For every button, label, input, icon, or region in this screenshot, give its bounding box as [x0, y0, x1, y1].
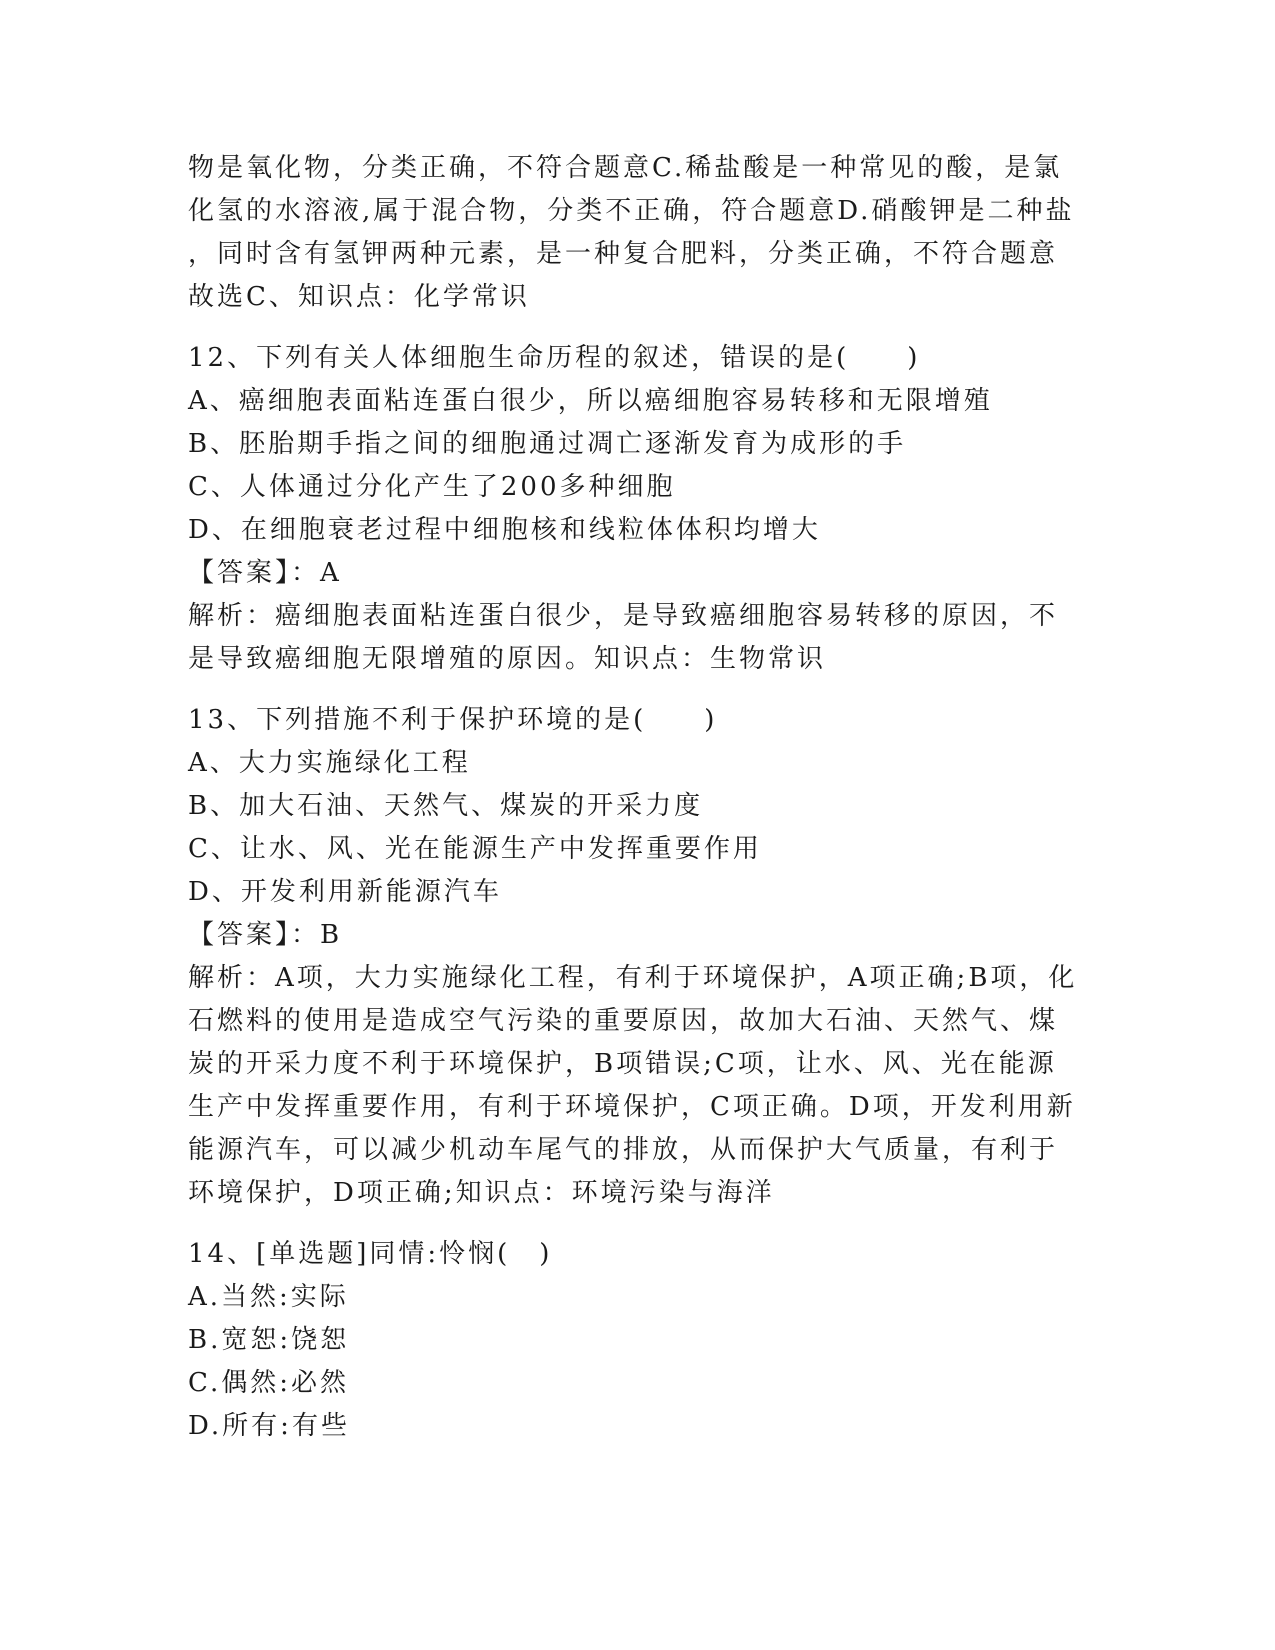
option-b: B、胚胎期手指之间的细胞通过凋亡逐渐发育为成形的手 [188, 429, 907, 459]
explanation-line: 炭的开采力度不利于环境保护，B项错误;C项，让水、风、光在能源 [188, 1049, 1057, 1079]
page-content [188, 147, 1088, 1448]
explanation-line: 生产中发挥重要作用，有利于环境保护，C项正确。D项，开发利用新 [188, 1092, 1076, 1122]
question-stem: 12、下列有关人体细胞生命历程的叙述，错误的是( ) [188, 343, 921, 373]
option-a: A.当然:实际 [188, 1282, 349, 1312]
question-12 [188, 337, 1088, 681]
option-c: C、人体通过分化产生了200多种细胞 [188, 472, 676, 502]
explanation-line: 是导致癌细胞无限增殖的原因。知识点：生物常识 [188, 644, 827, 674]
option-a: A、大力实施绿化工程 [188, 748, 471, 778]
option-a: A、癌细胞表面粘连蛋白很少，所以癌细胞容易转移和无限增殖 [188, 386, 993, 416]
explanation-line: 化氢的水溶液,属于混合物，分类不正确，符合题意D.硝酸钾是二种盐 [188, 196, 1075, 226]
option-d: D、在细胞衰老过程中细胞核和线粒体体积均增大 [188, 515, 821, 545]
question-13 [188, 699, 1088, 1215]
explanation-line: 解析：癌细胞表面粘连蛋白很少，是导致癌细胞容易转移的原因，不 [188, 601, 1059, 631]
option-b: B、加大石油、天然气、煤炭的开采力度 [188, 791, 704, 821]
option-c: C.偶然:必然 [188, 1368, 349, 1398]
answer: 【答案】：B [188, 920, 343, 950]
option-c: C、让水、风、光在能源生产中发挥重要作用 [188, 834, 762, 864]
explanation-line: ，同时含有氢钾两种元素，是一种复合肥料，分类正确，不符合题意 [188, 239, 1059, 269]
question-stem: 14、[单选题]同情:怜悯( ) [188, 1239, 553, 1269]
explanation-line: 物是氧化物，分类正确，不符合题意C.稀盐酸是一种常见的酸，是氯 [188, 153, 1063, 183]
question-stem: 13、下列措施不利于保护环境的是( ) [188, 705, 718, 735]
answer: 【答案】：A [188, 558, 342, 588]
option-d: D、开发利用新能源汽车 [188, 877, 502, 907]
previous-question-explanation [188, 147, 1088, 319]
explanation-line: 解析：A项，大力实施绿化工程，有利于环境保护，A项正确;B项，化 [188, 963, 1078, 993]
explanation-line: 故选C、知识点：化学常识 [188, 282, 530, 312]
question-14 [188, 1233, 1088, 1448]
explanation-line: 环境保护，D项正确;知识点：环境污染与海洋 [188, 1178, 775, 1208]
option-b: B.宽恕:饶恕 [188, 1325, 350, 1355]
explanation-line: 石燃料的使用是造成空气污染的重要原因，故加大石油、天然气、煤 [188, 1006, 1059, 1036]
explanation-line: 能源汽车，可以减少机动车尾气的排放，从而保护大气质量，有利于 [188, 1135, 1059, 1165]
option-d: D.所有:有些 [188, 1411, 350, 1441]
